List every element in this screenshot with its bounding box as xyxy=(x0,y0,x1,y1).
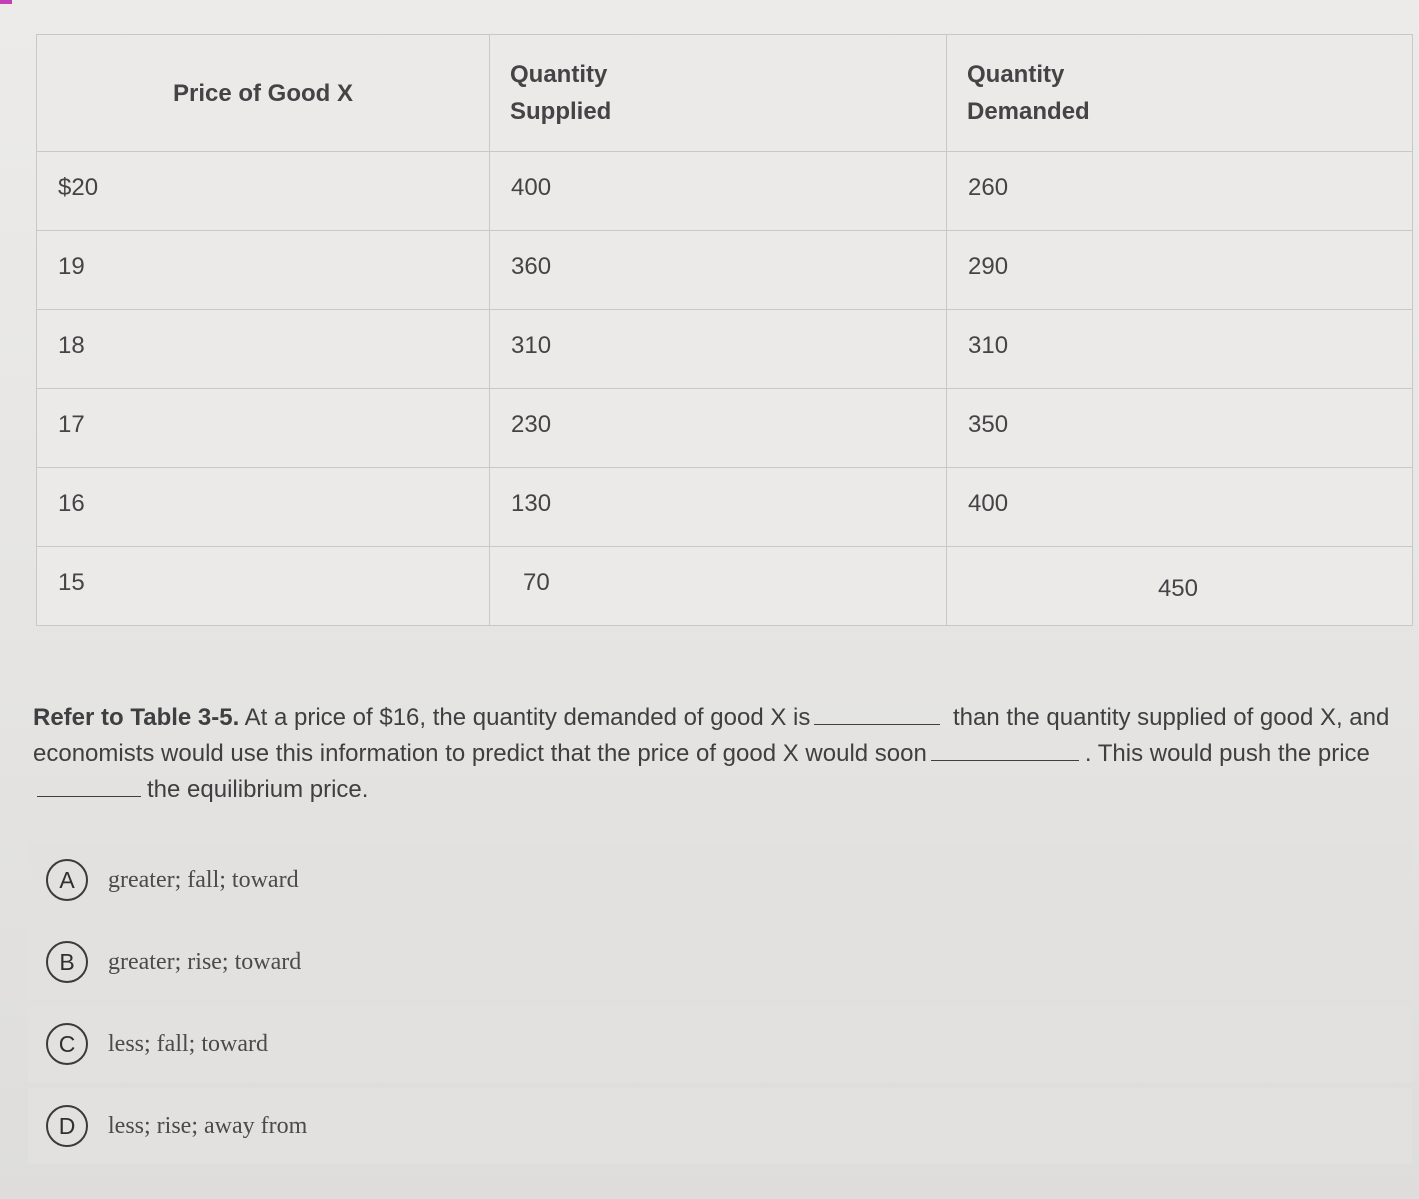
question-part-1: At a price of $16, the quantity demanded of good X is xyxy=(244,704,811,731)
cell-price: 15 xyxy=(37,547,490,626)
answer-blank-2 xyxy=(931,738,1079,761)
answer-option-c[interactable] xyxy=(28,1006,1412,1082)
cell-quantity-supplied: 400 xyxy=(490,152,947,231)
question-part-2: than the quantity supplied of good X, and economists would use this information to predict that the price of good X would soon xyxy=(33,704,1390,767)
header-price: Price of Good X xyxy=(37,35,490,152)
answer-blank-1 xyxy=(814,702,940,725)
question-reference: Refer to Table 3-5. xyxy=(33,704,240,731)
cell-price: 18 xyxy=(37,310,490,389)
cell-quantity-supplied: 360 xyxy=(490,231,947,310)
cell-quantity-demanded: 260 xyxy=(947,152,1413,231)
table-row xyxy=(37,389,1413,468)
cell-quantity-supplied: 130 xyxy=(490,468,947,547)
table-row xyxy=(37,231,1413,310)
table-header-row xyxy=(37,35,1413,152)
cell-price: 16 xyxy=(37,468,490,547)
answer-blank-3 xyxy=(37,774,141,797)
header-quantity-supplied xyxy=(490,35,947,152)
option-text-b: greater; rise; toward xyxy=(108,948,302,975)
option-letter-b: B xyxy=(46,941,88,983)
answer-option-b[interactable] xyxy=(28,924,1412,1000)
cell-price: $20 xyxy=(37,152,490,231)
answer-options xyxy=(28,842,1412,1170)
cell-price: 19 xyxy=(37,231,490,310)
price-quantity-table xyxy=(36,34,1413,626)
cell-quantity-supplied: 310 xyxy=(490,310,947,389)
answer-option-d[interactable] xyxy=(28,1088,1412,1164)
table-row xyxy=(37,547,1413,626)
option-text-d: less; rise; away from xyxy=(108,1112,308,1139)
question-part-4: the equilibrium price. xyxy=(147,776,369,803)
option-letter-a: A xyxy=(46,859,88,901)
header-quantity-demanded-label: Quantity Demanded xyxy=(967,61,1090,125)
cell-quantity-demanded: 450 xyxy=(947,547,1413,626)
cell-quantity-demanded: 350 xyxy=(947,389,1413,468)
table-row xyxy=(37,468,1413,547)
header-quantity-supplied-label: Quantity Supplied xyxy=(510,61,612,125)
cell-quantity-demanded: 400 xyxy=(947,468,1413,547)
cell-quantity-supplied: 230 xyxy=(490,389,947,468)
option-text-a: greater; fall; toward xyxy=(108,866,299,893)
option-text-c: less; fall; toward xyxy=(108,1030,268,1057)
cell-quantity-supplied: 70 xyxy=(490,547,947,626)
answer-option-a[interactable] xyxy=(28,842,1412,918)
header-quantity-demanded xyxy=(947,35,1413,152)
option-letter-d: D xyxy=(46,1105,88,1147)
accent-mark xyxy=(0,0,12,4)
cell-quantity-demanded: 310 xyxy=(947,310,1413,389)
cell-quantity-demanded: 290 xyxy=(947,231,1413,310)
option-letter-c: C xyxy=(46,1023,88,1065)
cell-price: 17 xyxy=(37,389,490,468)
question-part-3: . This would push the price xyxy=(1084,740,1370,767)
table-row xyxy=(37,152,1413,231)
table-row xyxy=(37,310,1413,389)
question-text xyxy=(33,700,1393,808)
